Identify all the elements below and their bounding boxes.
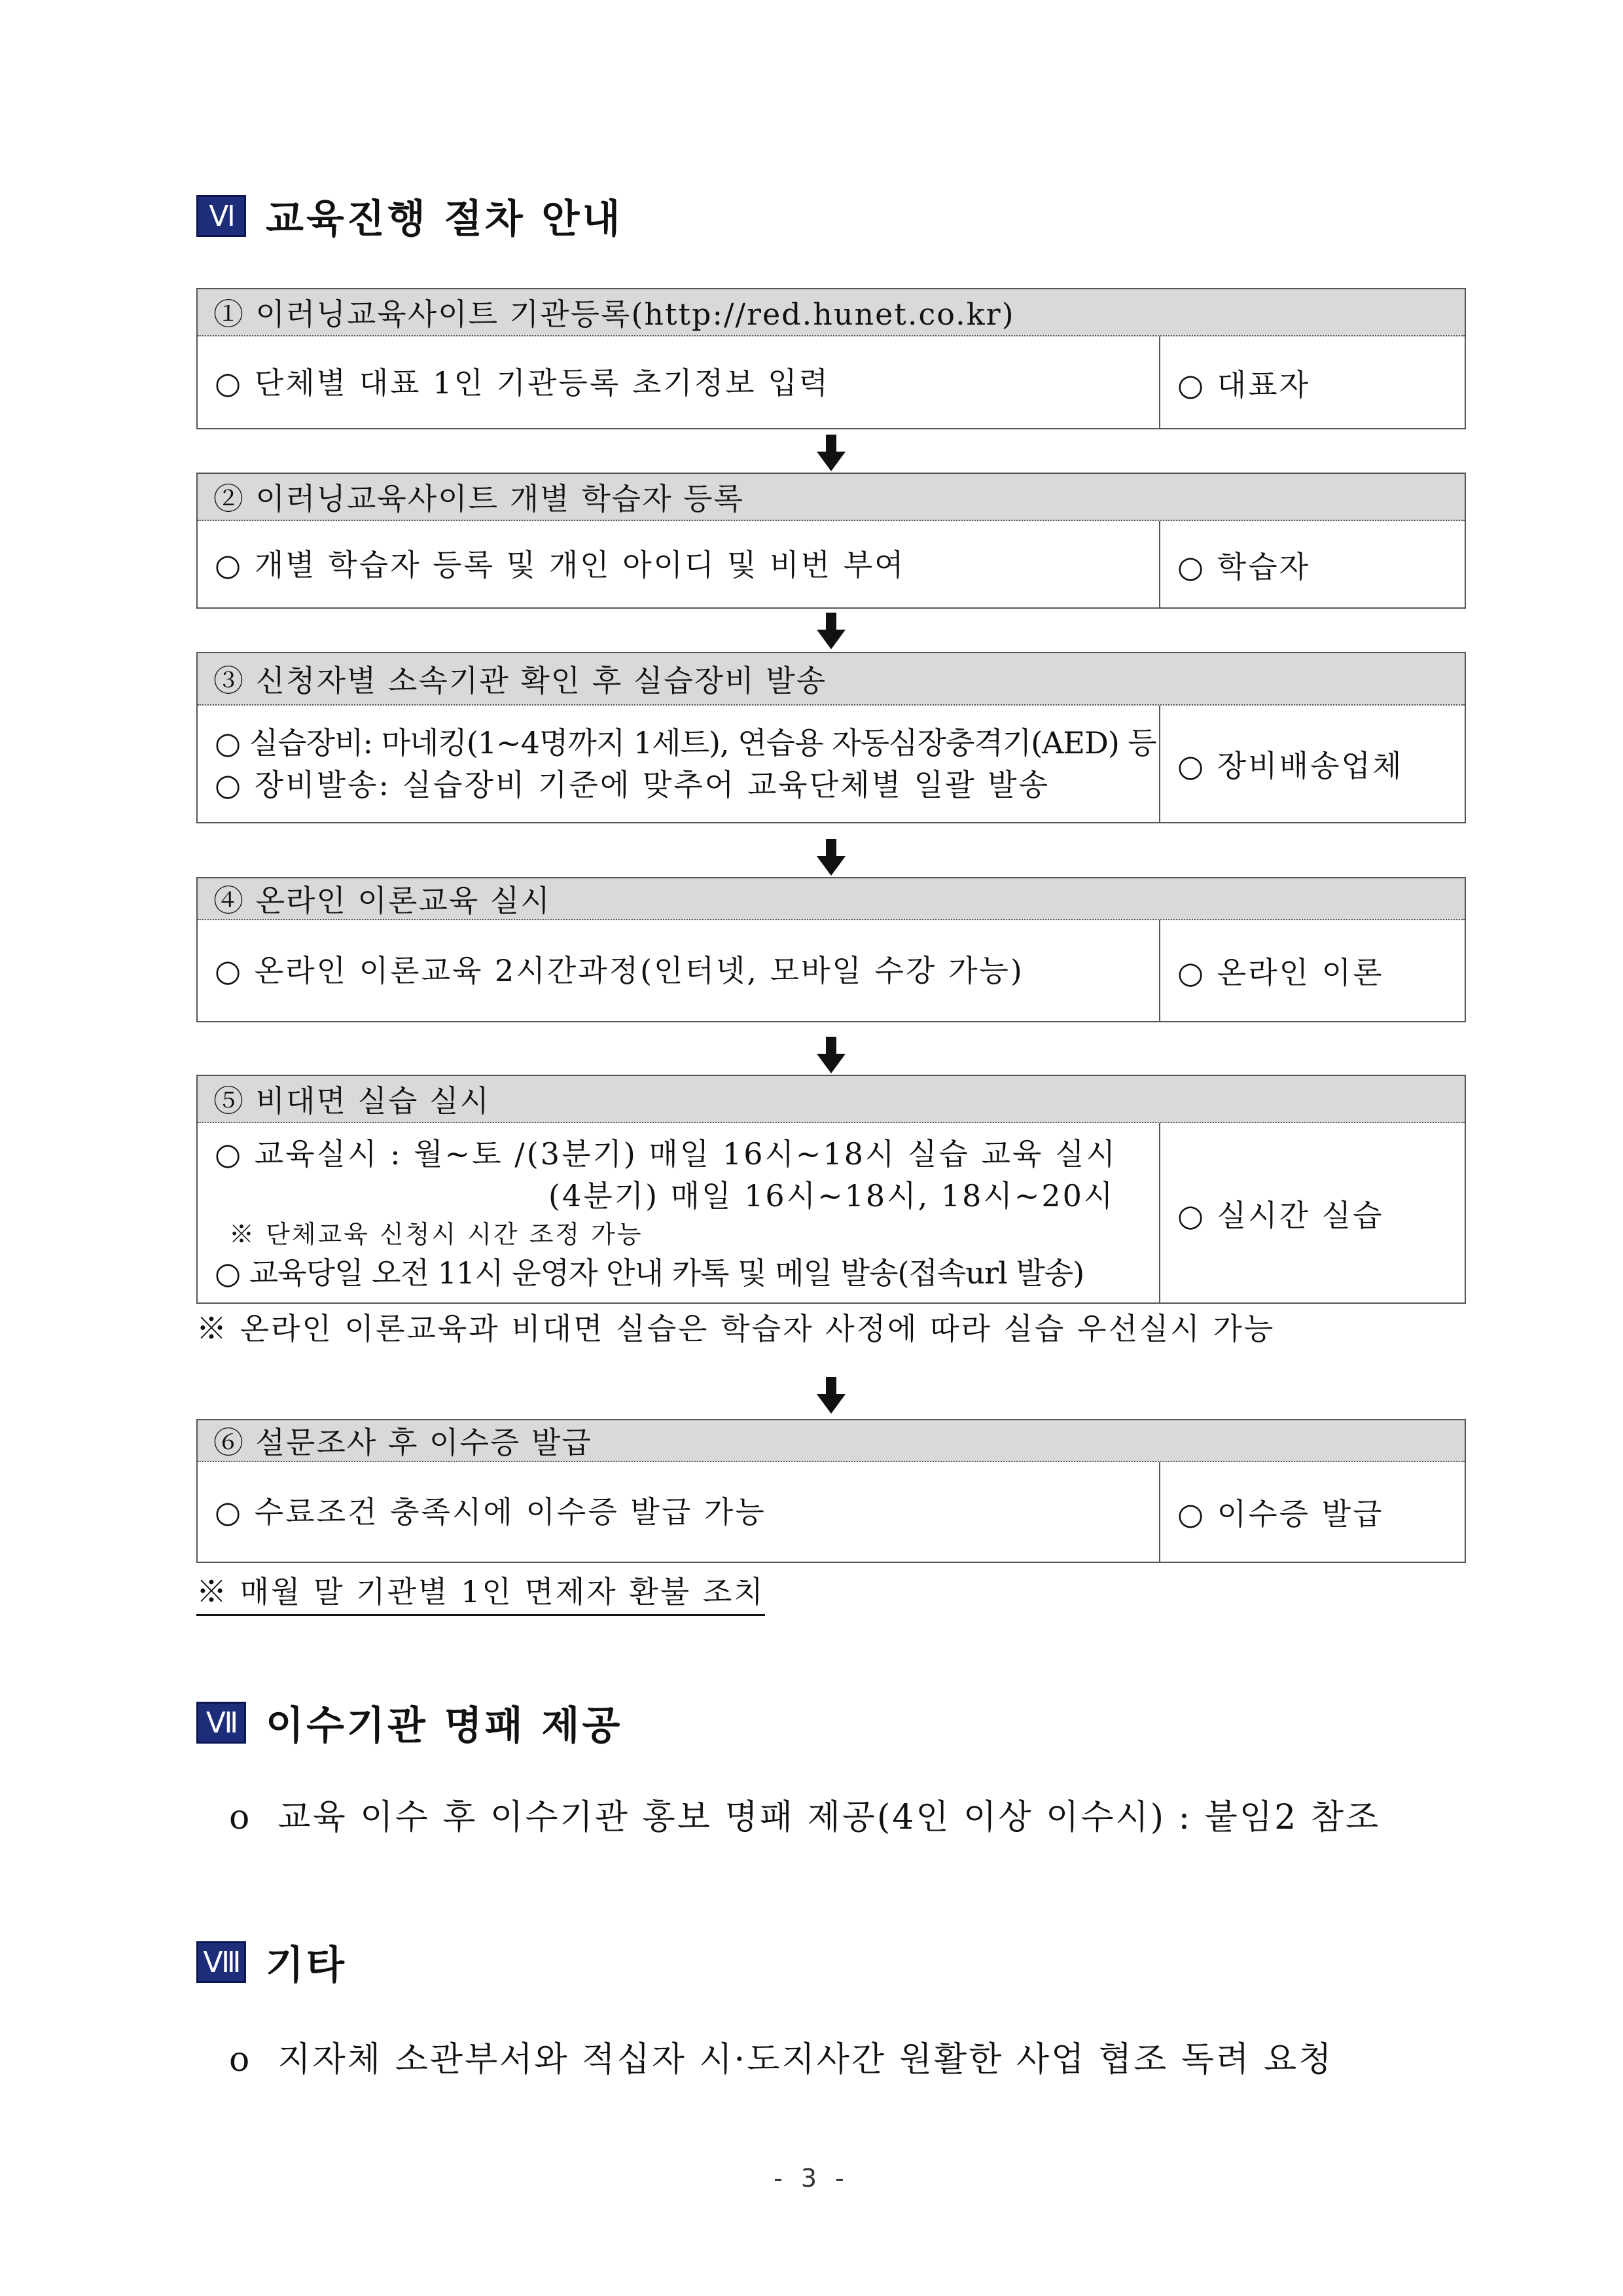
- step-4-header: ④ 온라인 이론교육 실시: [198, 878, 1465, 920]
- section-6-numeral: Ⅵ: [196, 195, 246, 237]
- step-3-line-1: ○ 실습장비: 마네킹(1~4명까지 1세트), 연습용 자동심장충격기(AED) 등: [215, 725, 1156, 761]
- down-arrow-icon: [817, 435, 846, 471]
- section-8-numeral: Ⅷ: [196, 1941, 246, 1983]
- section-7-item: [229, 1789, 1380, 1839]
- step-2-role: ○ 학습자: [1177, 549, 1311, 584]
- step-2-header: ② 이러닝교육사이트 개별 학습자 등록: [198, 474, 1465, 521]
- step-1-role: ○ 대표자: [1177, 367, 1311, 403]
- step-4-description: [198, 920, 1160, 1021]
- page-number: - 3 -: [774, 2164, 849, 2193]
- step-6-header: ⑥ 설문조사 후 이수증 발급: [198, 1420, 1465, 1462]
- section-7-title: 이수기관 명패 제공: [266, 1703, 623, 1749]
- step-3-line-2: ○ 장비발송: 실습장비 기준에 맞추어 교육단체별 일괄 발송: [215, 767, 1050, 802]
- note-refund: ※ 매월 말 기관별 1인 면제자 환불 조치: [196, 1568, 765, 1616]
- section-7-heading: [196, 1698, 622, 1748]
- step-1-description: [198, 336, 1160, 429]
- step-3-description: [198, 706, 1160, 822]
- step-5-header: ⑤ 비대면 실습 실시: [198, 1076, 1465, 1123]
- section-8-title: 기타: [266, 1943, 347, 1988]
- step-1-line-1: ○ 단체별 대표 1인 기관등록 초기정보 입력: [215, 365, 830, 401]
- down-arrow-icon: [817, 1037, 846, 1073]
- step-3-box: [196, 652, 1466, 823]
- down-arrow-icon: [817, 1377, 846, 1414]
- step-5-description: [198, 1123, 1160, 1304]
- step-2-line-1: ○ 개별 학습자 등록 및 개인 아이디 및 비번 부여: [215, 547, 906, 583]
- step-5-line-3: ※ 단체교육 신청시 시간 조정 가능: [229, 1219, 643, 1249]
- bullet-icon: o: [229, 1798, 252, 1837]
- step-4-role: ○ 온라인 이론: [1177, 955, 1384, 990]
- section-6-heading: [196, 191, 622, 241]
- step-1-box: [196, 288, 1466, 429]
- section-8-text: 지자체 소관부서와 적십자 시·도지사간 원활한 사업 협조 독려 요청: [277, 2040, 1334, 2079]
- section-8-heading: [196, 1937, 347, 1987]
- step-1-header: ① 이러닝교육사이트 기관등록(http://red.hunet.co.kr): [198, 289, 1465, 336]
- section-8-item: [229, 2032, 1333, 2081]
- section-6-title: 교육진행 절차 안내: [266, 196, 623, 242]
- step-4-line-1: ○ 온라인 이론교육 2시간과정(인터넷, 모바일 수강 가능): [215, 952, 1024, 988]
- down-arrow-icon: [817, 613, 846, 649]
- step-6-description: [198, 1462, 1160, 1562]
- bullet-icon: o: [229, 2040, 252, 2079]
- step-5-box: [196, 1075, 1466, 1304]
- note-practice-priority: ※ 온라인 이론교육과 비대면 실습은 학습자 사정에 따라 실습 우선실시 가능: [196, 1311, 1275, 1346]
- step-4-box: [196, 877, 1466, 1022]
- step-6-role: ○ 이수증 발급: [1177, 1496, 1384, 1532]
- step-5-line-1: ○ 교육실시 : 월~토 /(3분기) 매일 16시~18시 실습 교육 실시: [215, 1136, 1117, 1172]
- down-arrow-icon: [817, 839, 846, 876]
- step-6-box: [196, 1419, 1466, 1563]
- step-5-role: ○ 실시간 실습: [1177, 1198, 1384, 1233]
- step-6-line-1: ○ 수료조건 충족시에 이수증 발급 가능: [215, 1494, 766, 1530]
- section-7-text: 교육 이수 후 이수기관 홍보 명패 제공(4인 이상 이수시) : 붙임2 참조: [277, 1798, 1381, 1837]
- step-2-description: [198, 521, 1160, 609]
- section-7-numeral: Ⅶ: [196, 1702, 246, 1744]
- step-2-box: [196, 473, 1466, 609]
- step-5-line-2: (4분기) 매일 16시~18시, 18시~20시: [548, 1178, 1115, 1214]
- step-3-role: ○ 장비배송업체: [1177, 748, 1404, 783]
- step-3-header: ③ 신청자별 소속기관 확인 후 실습장비 발송: [198, 653, 1465, 706]
- step-5-line-4: ○ 교육당일 오전 11시 운영자 안내 카톡 및 메일 발송(접속url 발송): [215, 1255, 1084, 1291]
